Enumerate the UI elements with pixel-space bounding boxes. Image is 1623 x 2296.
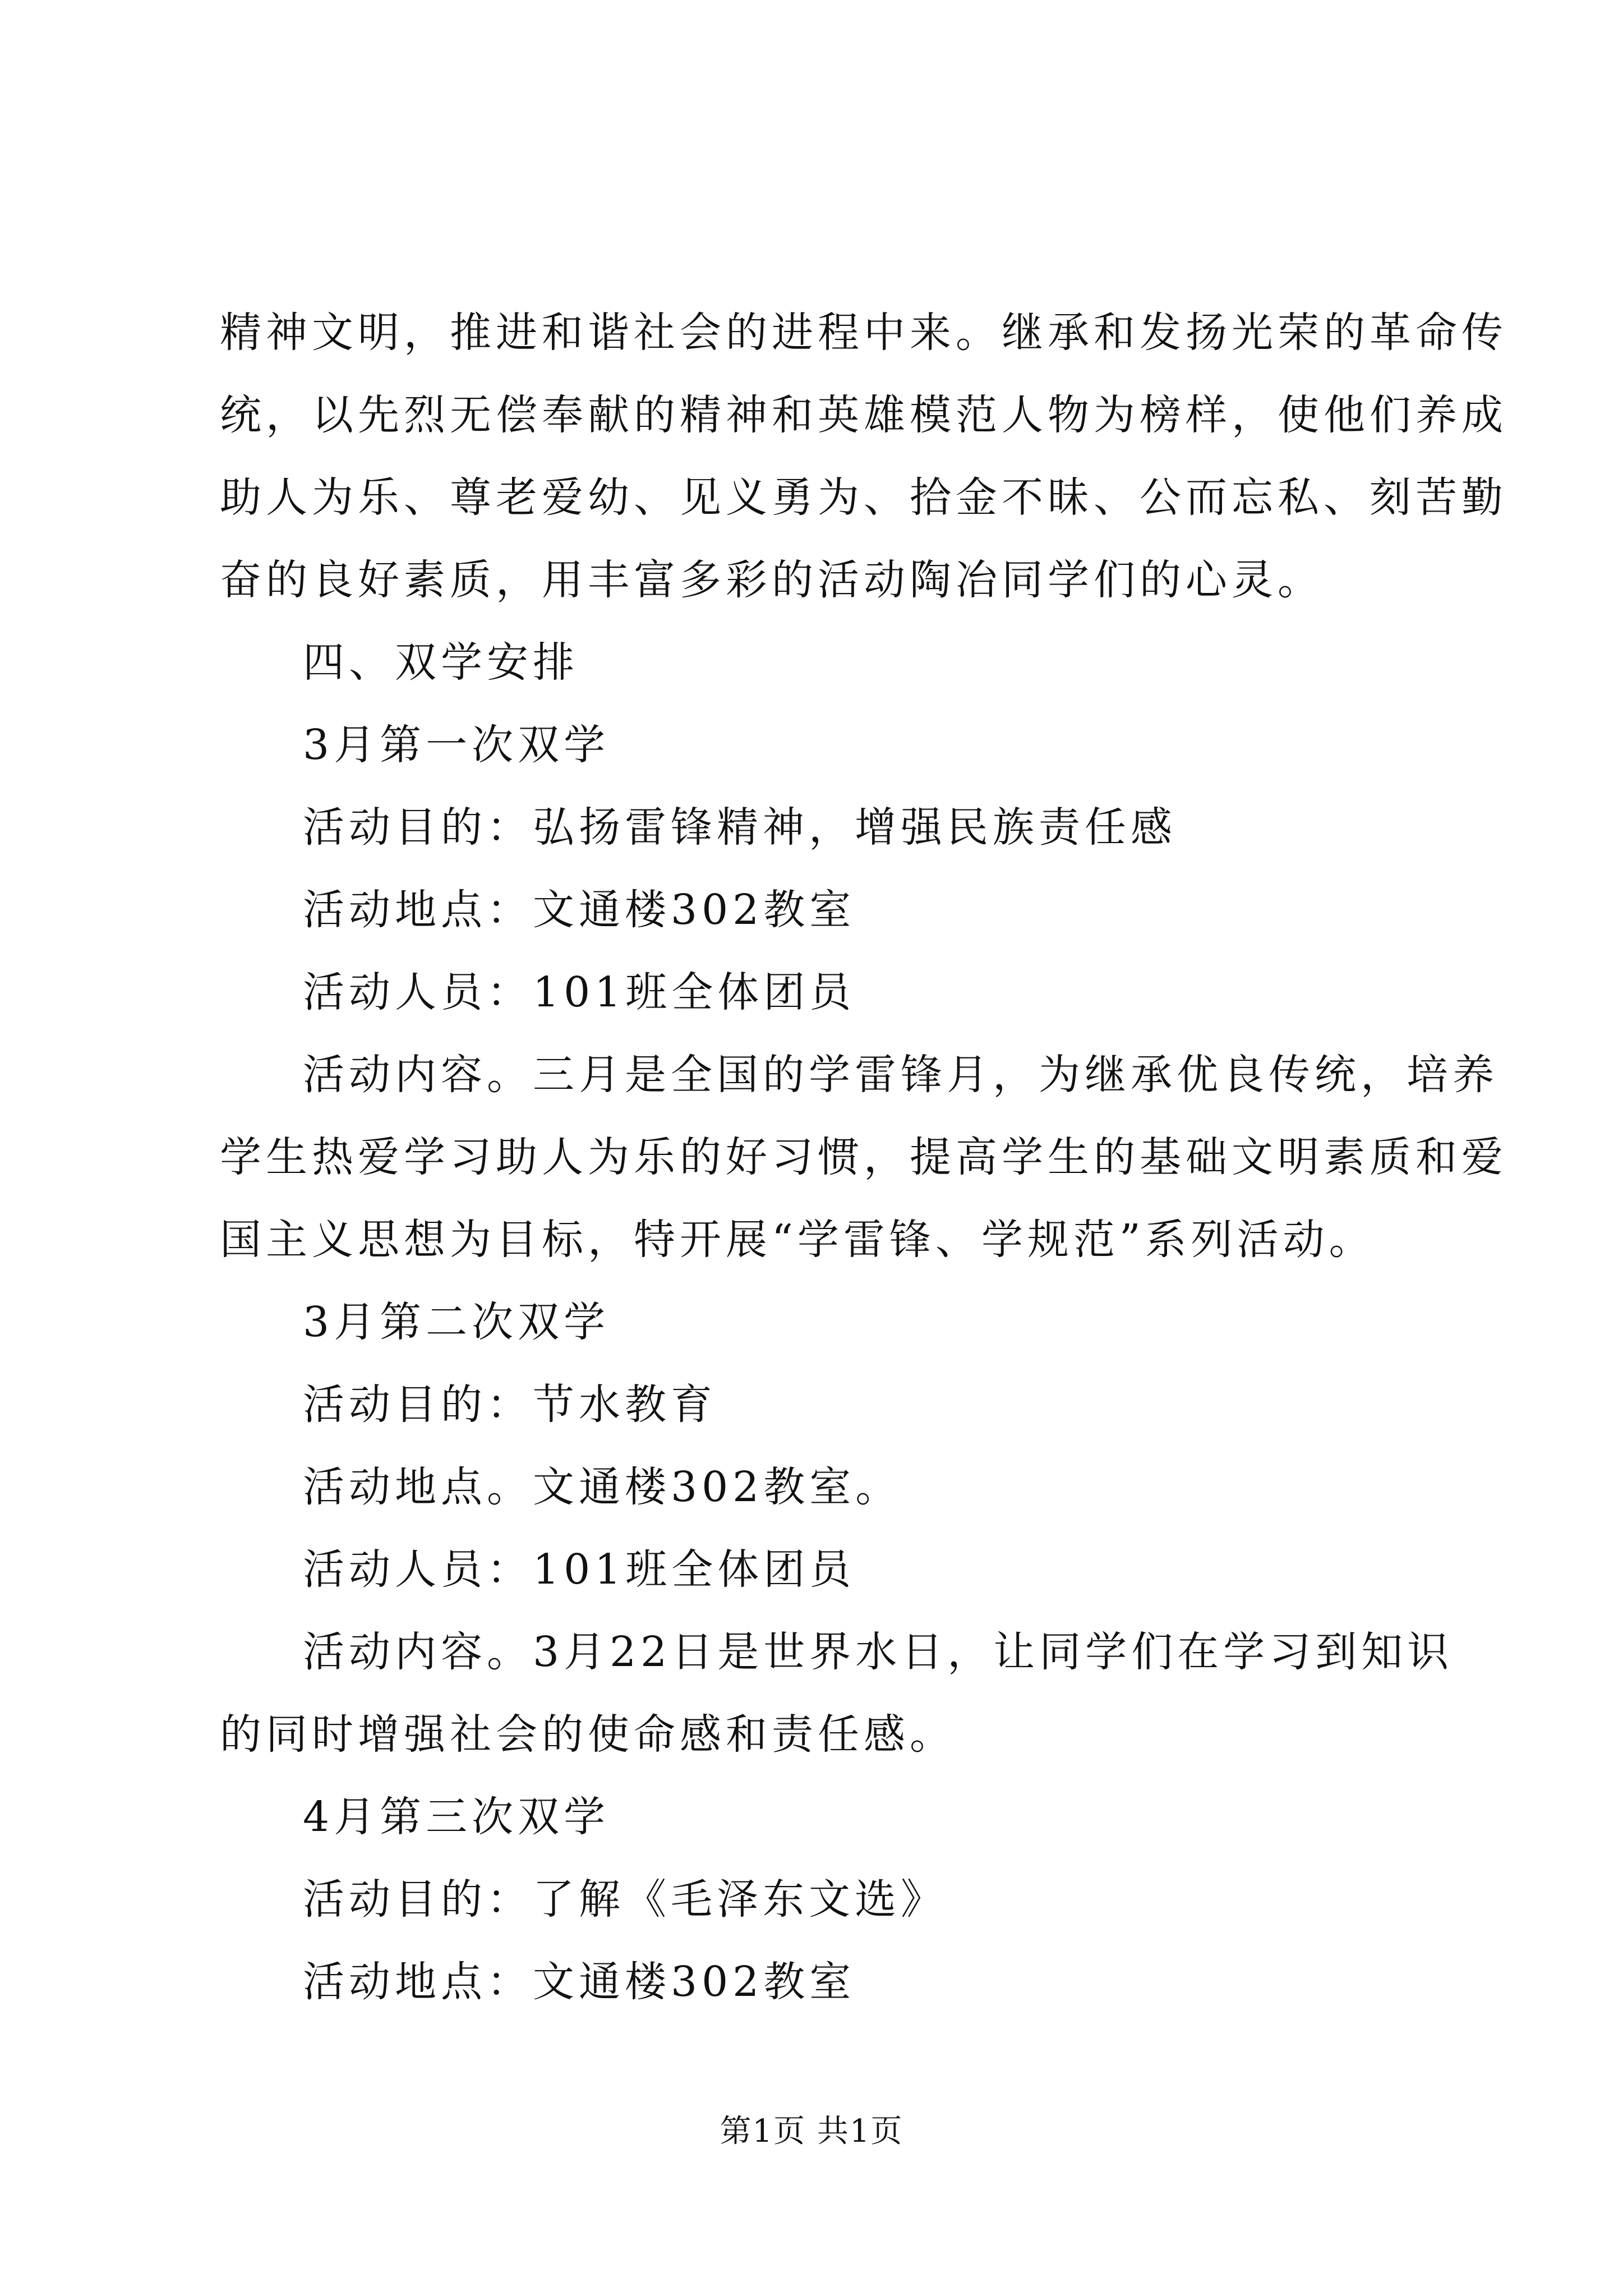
paragraph-line: 学生热爱学习助人为乐的好习惯，提高学生的基础文明素质和爱 (220, 1133, 1507, 1181)
paragraph-line: 的同时增强社会的使命感和责任感。 (220, 1710, 956, 1759)
activity-purpose: 活动目的：节水教育 (303, 1381, 717, 1429)
document-body (220, 292, 1507, 2023)
activity-participants: 活动人员：101班全体团员 (303, 968, 856, 1016)
paragraph-line: 奋的良好素质，用丰富多彩的活动陶冶同学们的心灵。 (220, 556, 1324, 604)
activity-purpose: 活动目的：了解《毛泽东文选》 (303, 1875, 947, 1924)
activity-location: 活动地点。文通楼302教室。 (303, 1463, 902, 1511)
page-number-footer: 第1页 共1页 (720, 2113, 903, 2150)
activity-location: 活动地点：文通楼302教室 (303, 1958, 856, 2006)
activity-participants: 活动人员：101班全体团员 (303, 1545, 856, 1594)
session-title: 3月第一次双学 (303, 721, 610, 769)
activity-location: 活动地点：文通楼302教室 (303, 886, 856, 934)
paragraph-line: 国主义思想为目标，特开展“学雷锋、学规范”系列活动。 (220, 1216, 1375, 1264)
paragraph-line: 统，以先烈无偿奉献的精神和英雄模范人物为榜样，使他们养成 (220, 391, 1507, 439)
session-title: 3月第二次双学 (303, 1298, 610, 1346)
activity-content: 活动内容。三月是全国的学雷锋月，为继承优良传统，培养 (303, 1051, 1498, 1099)
activity-content: 活动内容。3月22日是世界水日，让同学们在学习到知识 (303, 1628, 1454, 1676)
activity-purpose: 活动目的：弘扬雷锋精神，增强民族责任感 (303, 803, 1177, 852)
paragraph-line: 精神文明，推进和谐社会的进程中来。继承和发扬光荣的革命传 (220, 309, 1507, 357)
section-heading: 四、双学安排 (303, 638, 579, 687)
paragraph-line: 助人为乐、尊老爱幼、见义勇为、拾金不昧、公而忘私、刻苦勤 (220, 473, 1507, 522)
session-title: 4月第三次双学 (303, 1793, 610, 1841)
